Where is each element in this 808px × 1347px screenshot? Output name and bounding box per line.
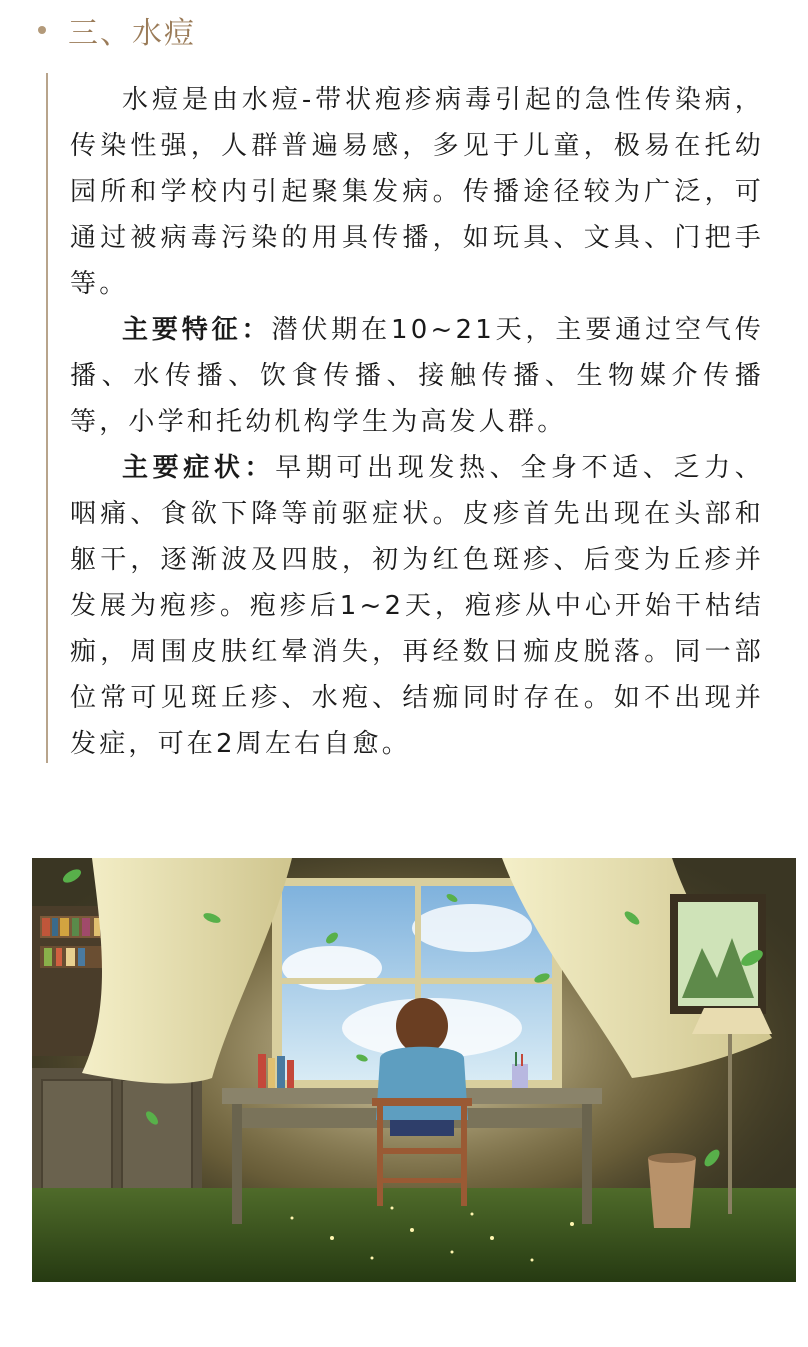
trash-bin-icon (648, 1153, 696, 1228)
symptoms-paragraph (70, 445, 764, 767)
features-label: 主要特征： (122, 315, 272, 345)
child-at-window-illustration (32, 858, 796, 1282)
content-block (46, 73, 766, 763)
section-title: 三、水痘 (68, 16, 196, 51)
illustration-svg (32, 858, 796, 1282)
intro-paragraph: 水痘是由水痘-带状疱疹病毒引起的急性传染病，传染性强，人群普遍易感，多见于儿童，极易在托幼园所和学校内引起聚集发病。传播途径较为广泛，可通过被病毒污染的用具传播，如玩具、文具、门把手等。 (70, 85, 764, 299)
features-text: 潜伏期在10~21天，主要通过空气传播、水传播、饮食传播、接触传播、生物媒介传播等，小学和托幼机构学生为高发人群。 (70, 315, 764, 437)
bullet-dot-icon (38, 26, 46, 34)
symptoms-label: 主要症状： (122, 453, 276, 483)
section-header (38, 8, 196, 52)
features-paragraph (70, 307, 764, 445)
symptoms-text: 早期可出现发热、全身不适、乏力、咽痛、食欲下降等前驱症状。皮疹首先出现在头部和躯干，逐渐波及四肢，初为红色斑疹、后变为丘疹并发展为疱疹。疱疹后1~2天，疱疹从中心开始干枯结痂，周围皮肤红晕消失，再经数日痂皮脱落。同一部位常可见斑丘疹、水疱、结痂同时存在。如不出现并发症，可在2周左右自愈。 (70, 453, 764, 759)
